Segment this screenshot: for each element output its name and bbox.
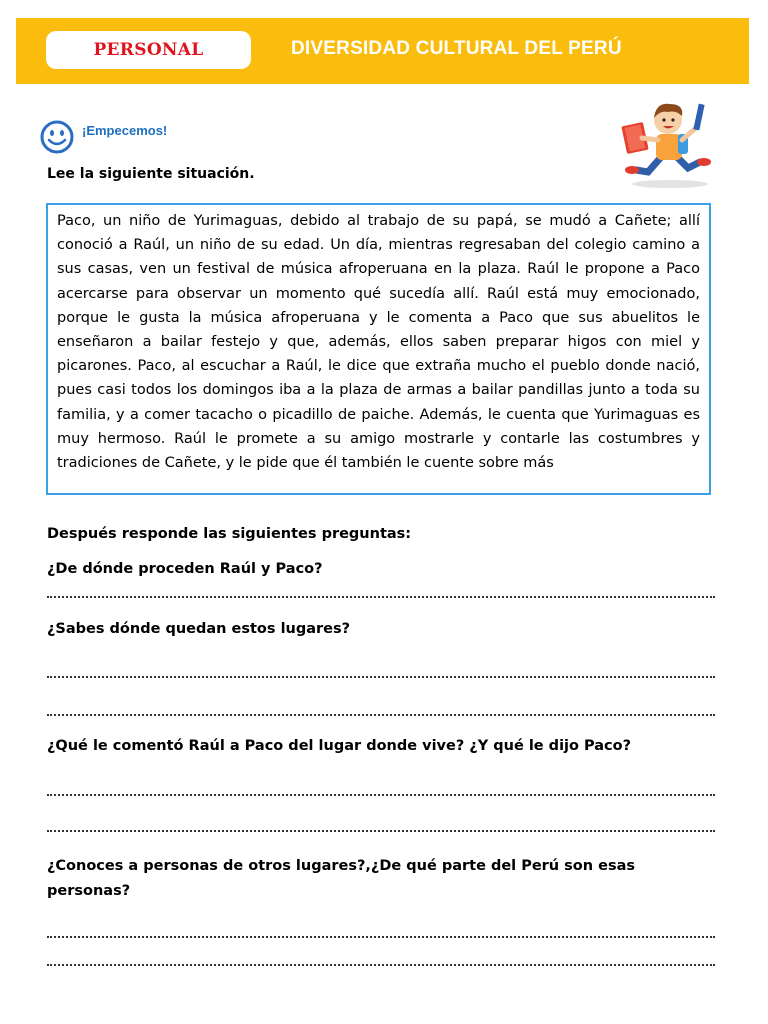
- running-boy-with-books-icon: [618, 98, 718, 190]
- answer-line[interactable]: [47, 706, 715, 716]
- question-1: ¿De dónde proceden Raúl y Paco?: [47, 561, 323, 577]
- header-banner: [16, 18, 749, 84]
- smiley-face-icon: [40, 120, 74, 154]
- story-text: Paco, un niño de Yurimaguas, debido al trabajo de su papá, se mudó a Cañete; allí conoció a Raúl, un niño de su edad. Un día, mientras regresaban del colegio camino a sus casas, ven un festival de música afroperuana en la plaza. Raúl le propone a Paco acercarse para observar un momento qué sucedía allí. Raúl está muy emocionado, porque le gusta la música afroperuana y le comenta a Paco que sus abuelitos le enseñaron a bailar festejo y que, además, ellos saben preparar higos con miel y picarones. Paco, al escuchar a Raúl, le dice que extraña mucho el pueblo donde nació, pues casi todos los domingos iba a la plaza de armas a bailar pandillas junto a toda su familia, y a comer tacacho o picadillo de paiche. Además, le cuenta que Yurimaguas es muy hermoso. Raúl le promete a su amigo mostrarle y contarle las costumbres y tradiciones de Cañete, y le pide que él también le cuente sobre más: [57, 213, 700, 472]
- answer-line[interactable]: [47, 956, 715, 966]
- intro-label: ¡Empecemos!: [82, 123, 168, 138]
- answer-line[interactable]: [47, 668, 715, 678]
- answer-line[interactable]: [47, 786, 715, 796]
- course-badge-label: PERSONAL: [93, 40, 204, 60]
- story-box: [46, 203, 711, 495]
- answer-line[interactable]: [47, 588, 715, 598]
- question-2: ¿Sabes dónde quedan estos lugares?: [47, 621, 351, 637]
- answer-line[interactable]: [47, 928, 715, 938]
- page-title: DIVERSIDAD CULTURAL DEL PERÚ: [291, 38, 622, 59]
- question-4: ¿Conoces a personas de otros lugares?,¿De qué parte del Perú son esas personas?: [47, 858, 636, 899]
- answer-line[interactable]: [47, 822, 715, 832]
- instruction: Lee la siguiente situación.: [47, 166, 255, 182]
- course-badge: [46, 31, 251, 69]
- questions-intro: Después responde las siguientes preguntas:: [47, 526, 412, 542]
- question-3: ¿Qué le comentó Raúl a Paco del lugar donde vive? ¿Y qué le dijo Paco?: [47, 738, 632, 754]
